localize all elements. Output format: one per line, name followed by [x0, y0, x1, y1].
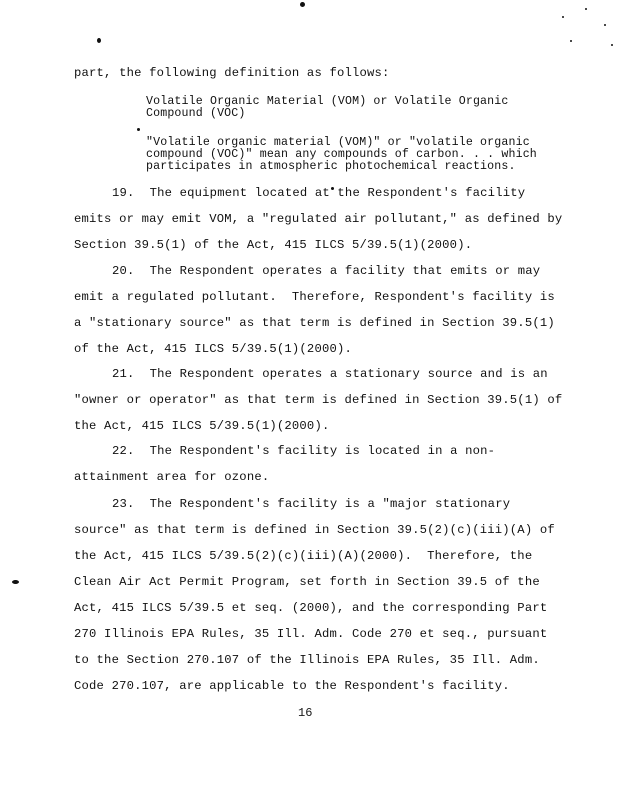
paragraph-19-line: 19. The equipment located at the Respondent's facility: [112, 186, 526, 200]
paragraph-23-line: Code 270.107, are applicable to the Respondent's facility.: [74, 679, 510, 693]
scan-speck: [12, 580, 19, 584]
quote-body-line: participates in atmospheric photochemical reactions.: [146, 160, 516, 173]
scan-speck: [585, 8, 587, 10]
scan-speck: [611, 44, 613, 46]
paragraph-21-line: 21. The Respondent operates a stationary source and is an: [112, 367, 548, 381]
paragraph-23-line: source" as that term is defined in Section 39.5(2)(c)(iii)(A) of: [74, 523, 555, 537]
paragraph-23-line: the Act, 415 ILCS 5/39.5(2)(c)(iii)(A)(2000). Therefore, the: [74, 549, 533, 563]
scan-speck: [97, 38, 101, 43]
quote-body-line: "Volatile organic material (VOM)" or "volatile organic: [146, 136, 530, 149]
paragraph-23-line: 270 Illinois EPA Rules, 35 Ill. Adm. Code 270 et seq., pursuant: [74, 627, 548, 641]
paragraph-20-line: of the Act, 415 ILCS 5/39.5(1)(2000).: [74, 342, 353, 356]
scan-speck: [604, 24, 606, 26]
paragraph-19-line: Section 39.5(1) of the Act, 415 ILCS 5/39.5(1)(2000).: [74, 238, 473, 252]
paragraph-23-line: Act, 415 ILCS 5/39.5 et seq. (2000), and the corresponding Part: [74, 601, 548, 615]
quote-heading-line: Volatile Organic Material (VOM) or Volatile Organic: [146, 95, 509, 108]
scan-speck: [570, 40, 572, 42]
paragraph-21-line: "owner or operator" as that term is defined in Section 39.5(1) of: [74, 393, 563, 407]
quote-heading-line: Compound (VOC): [146, 107, 246, 120]
paragraph-22-line: attainment area for ozone.: [74, 470, 270, 484]
paragraph-21-line: the Act, 415 ILCS 5/39.5(1)(2000).: [74, 419, 330, 433]
paragraph-20-line: emit a regulated pollutant. Therefore, Respondent's facility is: [74, 290, 555, 304]
paragraph-22-line: 22. The Respondent's facility is located in a non-: [112, 444, 496, 458]
paragraph-19-line: emits or may emit VOM, a "regulated air pollutant," as defined by: [74, 212, 563, 226]
quote-body-line: compound (VOC)" mean any compounds of carbon. . . which: [146, 148, 537, 161]
paragraph-23-line: 23. The Respondent's facility is a "major stationary: [112, 497, 511, 511]
scan-speck: [562, 16, 564, 18]
scan-speck: [300, 2, 305, 7]
paragraph-23-line: Clean Air Act Permit Program, set forth in Section 39.5 of the: [74, 575, 540, 589]
paragraph-20-line: 20. The Respondent operates a facility that emits or may: [112, 264, 541, 278]
paragraph-20-line: a "stationary source" as that term is defined in Section 39.5(1): [74, 316, 555, 330]
scan-speck: [137, 128, 140, 131]
paragraph-23-line: to the Section 270.107 of the Illinois EPA Rules, 35 Ill. Adm.: [74, 653, 540, 667]
page-number: 16: [298, 706, 313, 720]
intro-line: part, the following definition as follows:: [74, 66, 390, 80]
